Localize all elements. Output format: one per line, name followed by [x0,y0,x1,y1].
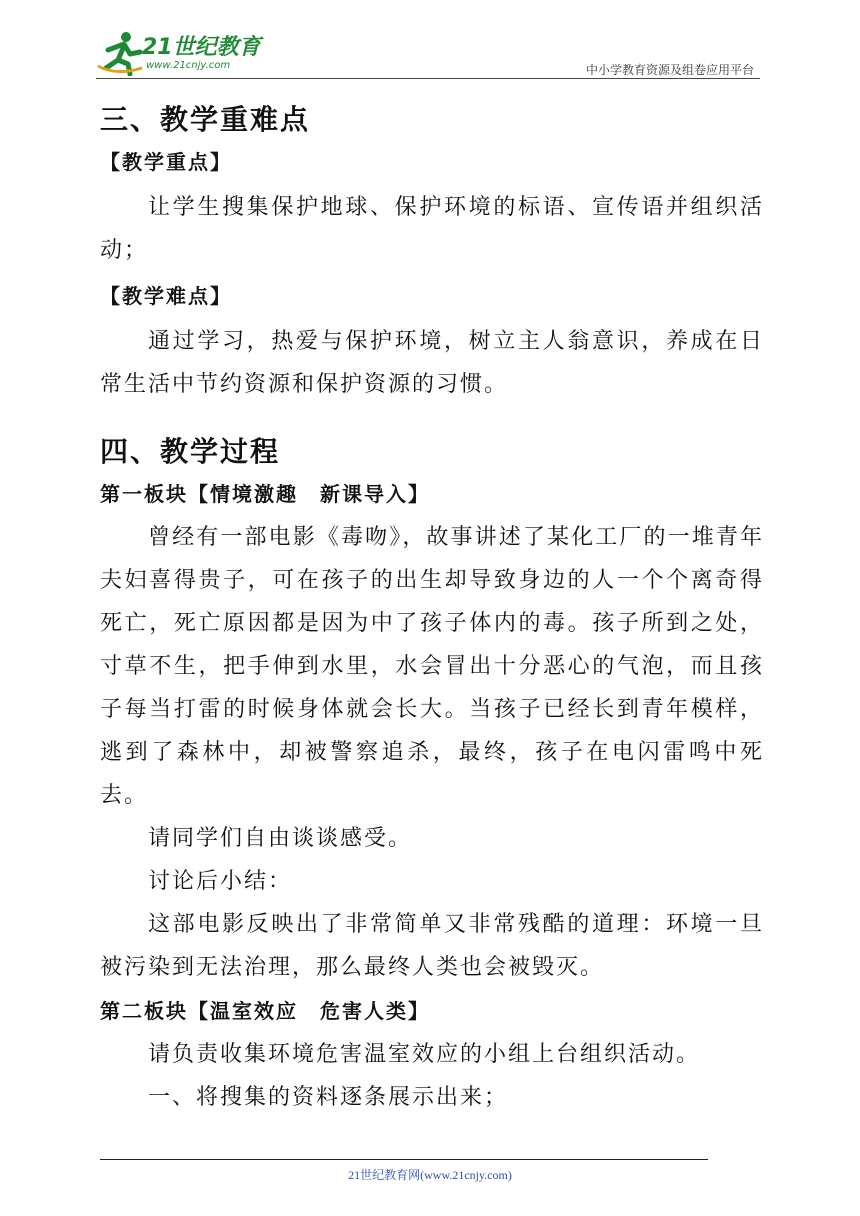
section-4-title: 四、教学过程 [100,435,281,468]
block-1-paragraph-3: 讨论后小结： [148,869,293,894]
header-divider [96,78,760,79]
header-platform-text: 中小学教育资源及组卷应用平台 [585,63,754,77]
runner-logo-icon [96,28,144,76]
difficult-points-label: 【教学难点】 [100,284,232,308]
key-points-label: 【教学重点】 [100,150,232,174]
difficult-points-text: 通过学习，热爱与保护环境，树立主人翁意识，养成在日常生活中节约资源和保护资源的习惯。 [100,329,764,397]
block-2-paragraph-1: 请负责收集环境危害温室效应的小组上台组织活动。 [148,1042,701,1067]
footer-divider [100,1159,708,1160]
section-3-title: 三、教学重难点 [100,103,311,136]
document-body [100,100,764,1119]
footer-link[interactable]: 21世纪教育网(www.21cnjy.com) [348,1168,512,1182]
page-header [96,28,760,80]
logo-text: 21世纪教育 [142,35,261,60]
logo-url: www.21cnjy.com [146,60,231,71]
block-1-paragraph-4: 这部电影反映出了非常简单又非常残酷的道理：环境一旦被污染到无法治理，那么最终人类也会被毁灭。 [100,912,764,980]
block-1-paragraph-2: 请同学们自由谈谈感受。 [148,826,413,851]
key-points-text: 让学生搜集保护地球、保护环境的标语、宣传语并组织活动； [100,195,764,263]
block-2-paragraph-2: 一、将搜集的资料逐条展示出来； [148,1085,509,1110]
logo [96,28,266,76]
block-2-title: 第二板块【温室效应 危害人类】 [100,999,430,1023]
block-1-paragraph-1: 曾经有一部电影《毒吻》，故事讲述了某化工厂的一堆青年夫妇喜得贵子，可在孩子的出生却导致身边的人一个个离奇得死亡，死亡原因都是因为中了孩子体内的毒。孩子所到之处，寸草不生，把手伸到水里，水会冒出十分恶心的气泡，而且孩子每当打雷的时候身体就会长大。当孩子已经长到青年模样，逃到了森林中，却被警察追杀，最终，孩子在电闪雷鸣中死去。 [100,525,764,808]
block-1-title: 第一板块【情境激趣 新课导入】 [100,482,430,506]
